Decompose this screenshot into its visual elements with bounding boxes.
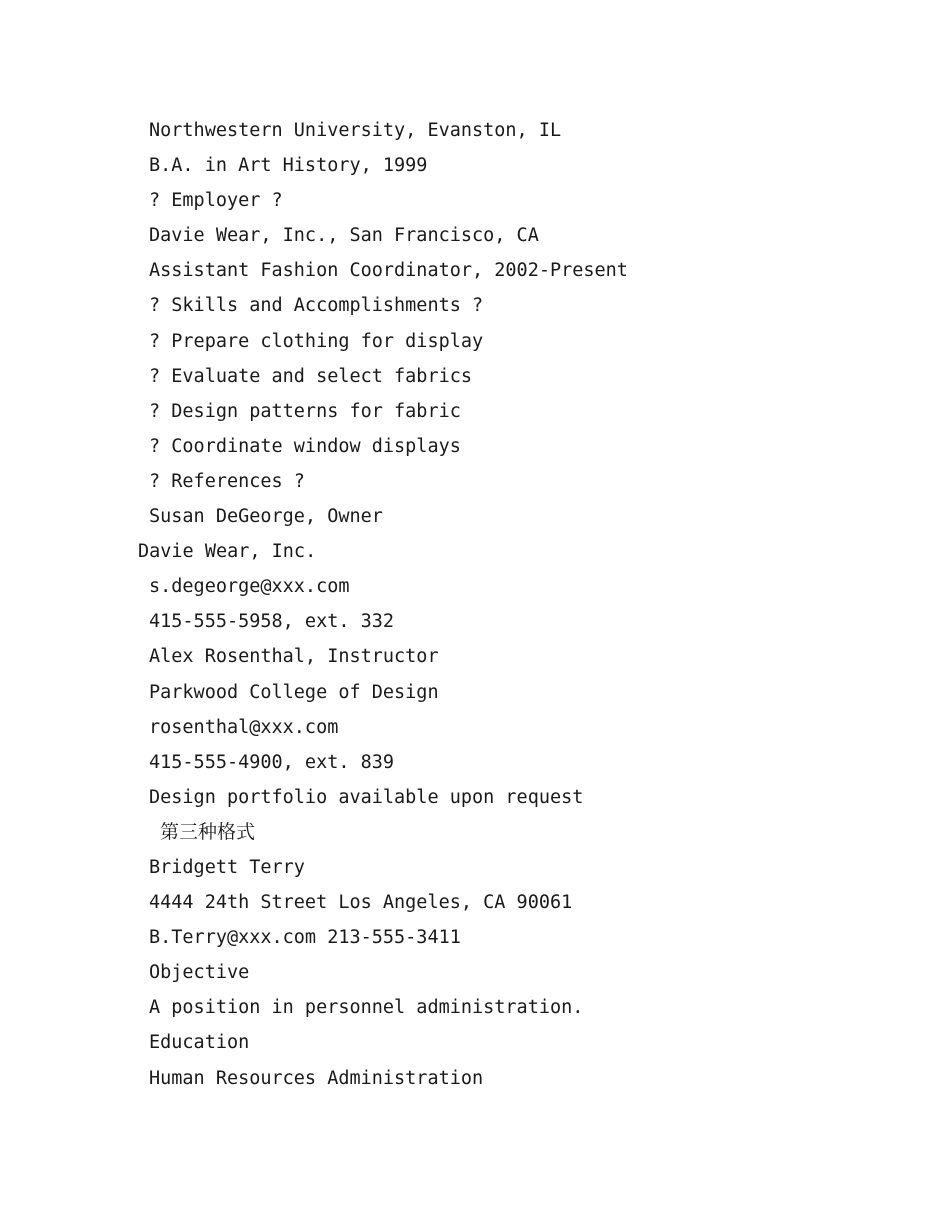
reference-phone: 415-555-5958, ext. 332 <box>149 611 395 633</box>
reference-email: s.degeorge@xxx.com <box>149 576 350 598</box>
objective-text: A position in personnel administration. <box>149 997 584 1019</box>
education-program: Human Resources Administration <box>149 1067 484 1089</box>
skill-item: ? Prepare clothing for display <box>149 330 484 352</box>
reference-phone: 415-555-4900, ext. 839 <box>149 751 395 773</box>
format-heading: 第三种格式 <box>160 820 256 843</box>
skill-item: ? Design patterns for fabric <box>149 400 461 422</box>
section-heading-objective: Objective <box>149 962 250 984</box>
candidate-contact: B.Terry@xxx.com 213-555-3411 <box>149 927 461 949</box>
employer-title: Assistant Fashion Coordinator, 2002-Present <box>149 260 628 282</box>
section-heading-skills: ? Skills and Accomplishments ? <box>149 295 484 317</box>
portfolio-note: Design portfolio available upon request <box>149 786 584 808</box>
education-school: Northwestern University, Evanston, IL <box>149 120 562 141</box>
education-degree: B.A. in Art History, 1999 <box>149 155 428 177</box>
document-body <box>0 113 950 1096</box>
skill-item: ? Evaluate and select fabrics <box>149 365 473 387</box>
section-heading-employer: ? Employer ? <box>149 190 283 212</box>
employer-name: Davie Wear, Inc., San Francisco, CA <box>149 225 539 247</box>
candidate-name: Bridgett Terry <box>149 856 305 878</box>
reference-name: Alex Rosenthal, Instructor <box>149 646 439 668</box>
section-heading-education: Education <box>149 1032 250 1054</box>
candidate-address: 4444 24th Street Los Angeles, CA 90061 <box>149 892 573 914</box>
skill-item: ? Coordinate window displays <box>149 435 461 457</box>
reference-email: rosenthal@xxx.com <box>149 716 339 738</box>
reference-company: Parkwood College of Design <box>149 681 439 703</box>
section-heading-references: ? References ? <box>149 470 305 492</box>
reference-company: Davie Wear, Inc. <box>138 541 317 563</box>
reference-name: Susan DeGeorge, Owner <box>149 506 383 528</box>
